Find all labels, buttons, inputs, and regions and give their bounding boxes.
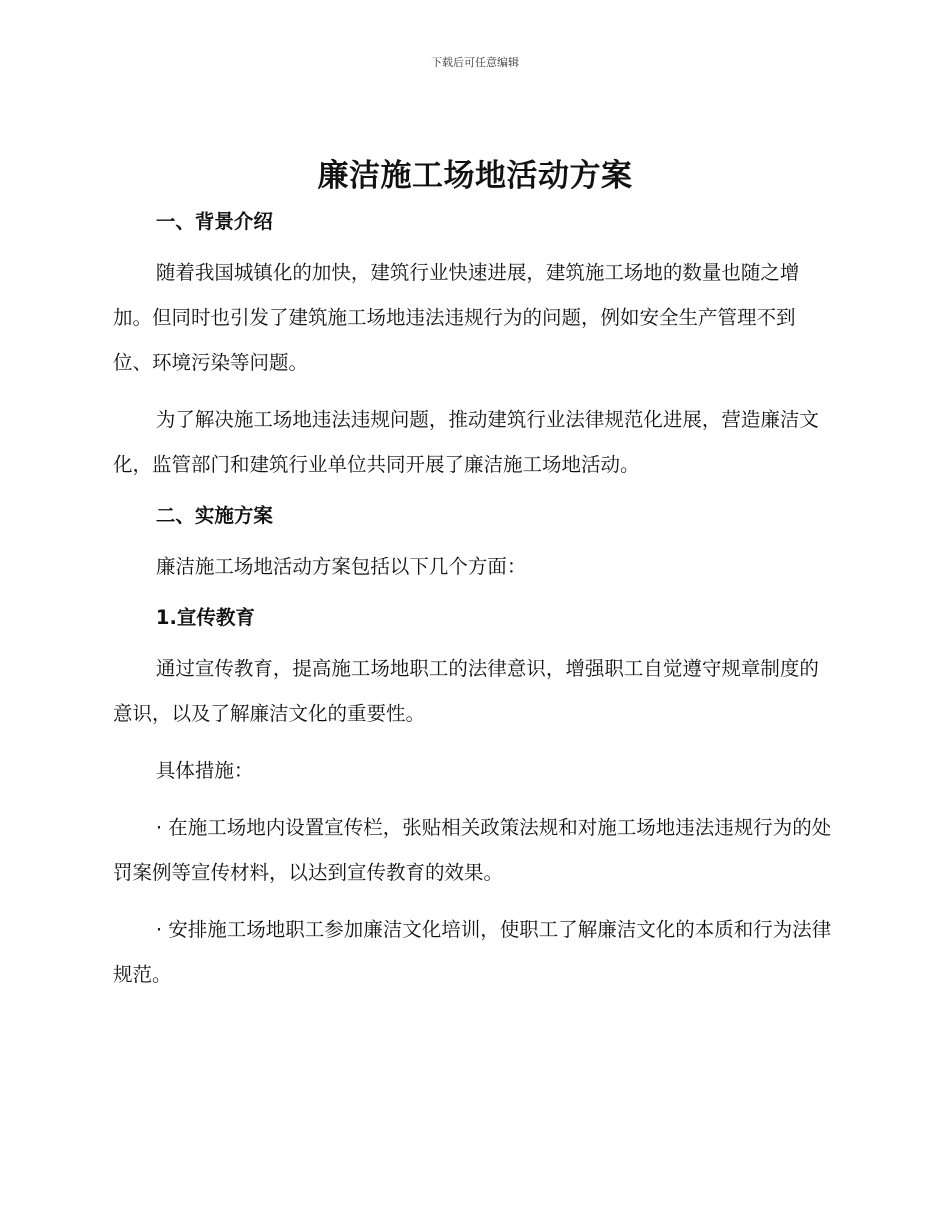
subsection-heading-publicity: 1.宣传教育 [155,606,255,629]
paragraph: 为了解决施工场地违法违规问题，推动建筑行业法律规范化进展，营造廉洁文化，监管部门和建筑行业单位共同开展了廉洁施工场地活动。 [113,408,819,476]
paragraph: 随着我国城镇化的加快，建筑行业快速进展，建筑施工场地的数量也随之增加。但同时也引发了建筑施工场地违法违规行为的问题，例如安全生产管理不到位、环境污染等问题。 [113,261,800,374]
header-note: 下载后可任意编辑 [431,56,519,69]
bullet-item [113,805,833,895]
paragraph: 廉洁施工场地活动方案包括以下几个方面： [155,555,527,578]
bullet-text: · 安排施工场地职工参加廉洁文化培训，使职工了解廉洁文化的本质和行为法律规范。 [113,918,831,986]
document-body [113,205,833,1009]
document-title: 廉洁施工场地活动方案 [317,158,633,194]
bullet-text: · 在施工场地内设置宣传栏，张贴相关政策法规和对施工场地违法违规行为的处罚案例等宣传材料，以达到宣传教育的效果。 [113,816,831,884]
bullet-item [113,907,833,997]
paragraph: 通过宣传教育，提高施工场地职工的法律意识，增强职工自觉遵守规章制度的意识，以及了解廉洁文化的重要性。 [113,657,819,725]
measures-label: 具体措施： [155,759,254,782]
section-heading-background: 一、背景介绍 [155,210,273,233]
section-heading-plan: 二、实施方案 [155,504,273,527]
